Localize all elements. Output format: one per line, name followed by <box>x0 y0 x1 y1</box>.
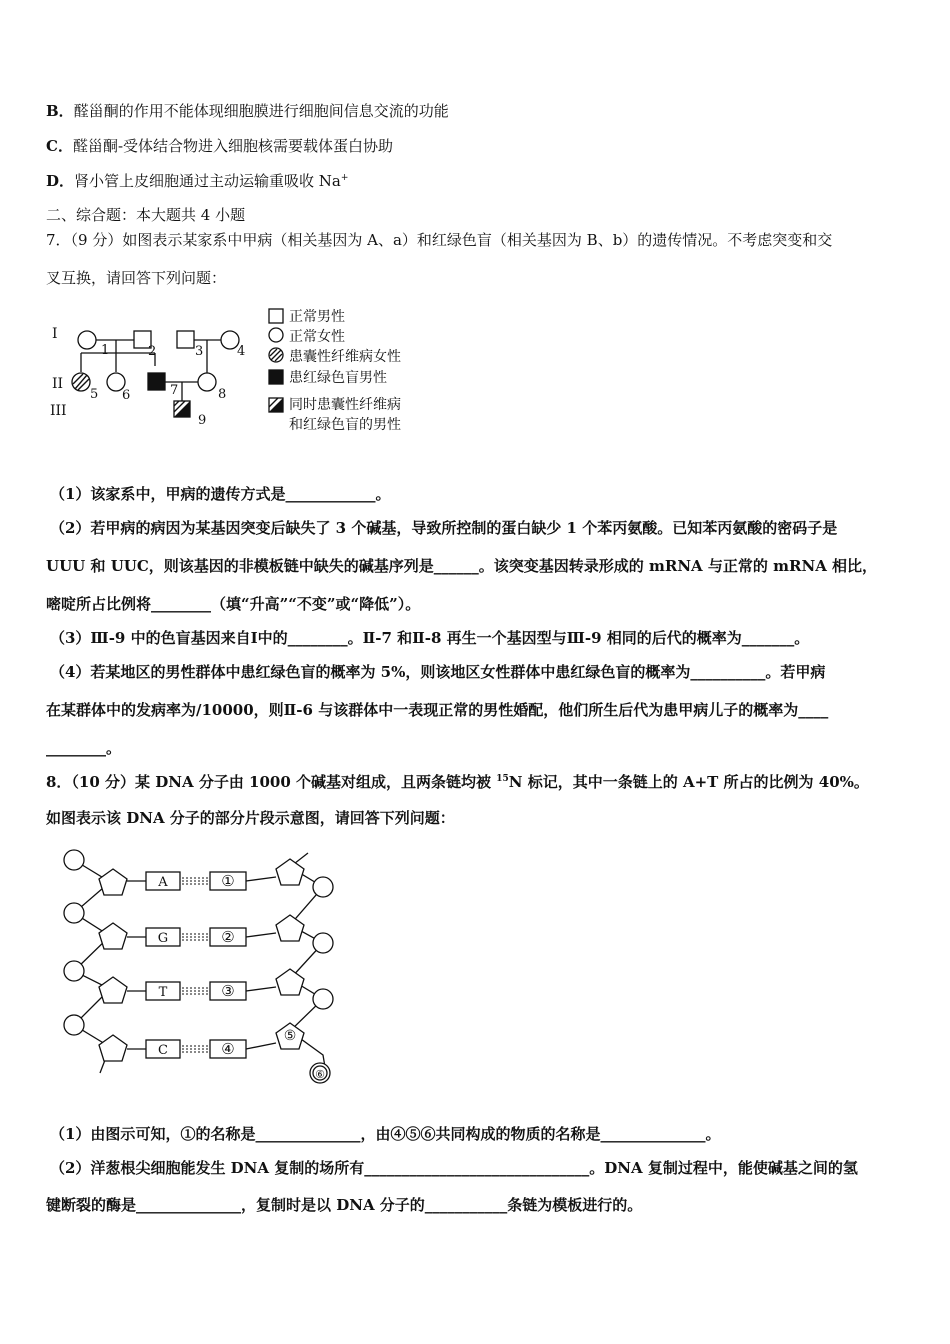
legend-normal-female: 正常女性 <box>289 329 345 345</box>
gen-iii-label: III <box>50 403 67 419</box>
svg-text:3: 3 <box>195 344 204 359</box>
q8-part-1: （1）由图示可知，①的名称是______________，由④⑤⑥共同构成的物质的名称是______________。 <box>50 1125 721 1143</box>
base-t: T <box>158 985 168 1000</box>
svg-text:9: 9 <box>198 413 207 428</box>
q8-part-2a: （2）洋葱根尖细胞能发生 DNA 复制的场所有______________________________。DNA 复制过程中，能使碱基之间的氢 <box>50 1159 858 1177</box>
option-c: C．醛甾酮-受体结合物进入细胞核需要载体蛋白协助 <box>46 137 394 155</box>
q8-intro-2: 如图表示该 DNA 分子的部分片段示意图，请回答下列问题： <box>46 809 455 827</box>
label-3: ③ <box>221 982 235 1000</box>
label-1: ① <box>221 872 235 890</box>
q7-part-4b: 在某群体中的发病率为/10000，则Ⅱ-6 与该群体中一表现正常的男性婚配，他们所生后代为患甲病儿子的概率为____ <box>46 701 829 719</box>
q7-part-2b: UUU 和 UUC，则该基因的非模板链中缺失的碱基序列是______。该突变基因转录形成的 mRNA 与正常的 mRNA 相比， <box>46 557 878 575</box>
svg-text:1: 1 <box>101 343 110 358</box>
q7-part-2c: 嘧啶所占比例将________（填“升高”“不变”或“降低”）。 <box>46 595 421 613</box>
legend-normal-male: 正常男性 <box>289 309 345 325</box>
q7-part-4c: ________。 <box>46 739 122 757</box>
q7-part-3: （3）Ⅲ-9 中的色盲基因来自Ⅰ中的________。Ⅱ-7 和Ⅱ-8 再生一个基因型与Ⅲ-9 相同的后代的概率为_______。 <box>50 629 810 647</box>
base-a: A <box>158 875 168 890</box>
q7-intro-2: 叉互换，请回答下列问题： <box>46 269 227 287</box>
base-c: C <box>158 1043 168 1058</box>
base-g: G <box>157 931 169 946</box>
svg-text:5: 5 <box>90 387 99 402</box>
q7-part-4a: （4）若某地区的男性群体中患红绿色盲的概率为 5%，则该地区女性群体中患红绿色盲的概率为__________。若甲病 <box>50 663 826 681</box>
option-d: D．肾小管上皮细胞通过主动运输重吸收 Na+ <box>46 172 349 190</box>
individual-7 <box>148 373 165 390</box>
label-5: ⑤ <box>283 1028 297 1044</box>
q7-intro-1: 7．（9 分）如图表示某家系中甲病（相关基因为 A、a）和红绿色盲（相关基因为 B、b）的遗传情况。不考虑突变和交 <box>46 231 833 249</box>
individual-3 <box>177 331 194 348</box>
legend-both-male-1: 同时患囊性纤维病 <box>289 397 401 413</box>
legend-cb-male: 患红绿色盲男性 <box>289 370 387 386</box>
gen-i-label: I <box>52 326 58 342</box>
q7-part-1: （1）该家系中，甲病的遗传方式是____________。 <box>50 485 391 503</box>
dna-figure <box>58 845 358 1095</box>
label-2: ② <box>221 928 235 946</box>
svg-text:6: 6 <box>122 388 131 403</box>
q8-intro-1: 8．（10 分）某 DNA 分子由 1000 个碱基对组成，且两条链均被 $^{15}$N 标记，其中一条链上的 A+T 所占的比例为 40%。 <box>46 773 869 791</box>
section-heading: 二、综合题：本大题共 4 小题 <box>46 206 246 224</box>
option-b: B．醛甾酮的作用不能体现细胞膜进行细胞间信息交流的功能 <box>46 102 449 120</box>
svg-text:7: 7 <box>170 383 179 398</box>
q7-part-2a: （2）若甲病的病因为某基因突变后缺失了 3 个碱基，导致所控制的蛋白缺少 1 个苯丙氨酸。已知苯丙氨酸的密码子是 <box>50 519 838 537</box>
legend-both-male-2: 和红绿色盲的男性 <box>289 417 401 433</box>
label-6: ⑥ <box>315 1068 325 1081</box>
gen-ii-label: II <box>52 376 64 392</box>
svg-text:8: 8 <box>218 387 227 402</box>
legend-cf-female: 患囊性纤维病女性 <box>289 349 401 365</box>
svg-text:4: 4 <box>237 344 246 359</box>
individual-1 <box>78 331 96 349</box>
pedigree-figure <box>44 298 444 438</box>
label-4: ④ <box>221 1040 235 1058</box>
individual-8 <box>198 373 216 391</box>
svg-text:2: 2 <box>148 344 157 359</box>
q8-part-2b: 键断裂的酶是______________，复制时是以 DNA 分子的___________条链为模板进行的。 <box>46 1196 643 1214</box>
